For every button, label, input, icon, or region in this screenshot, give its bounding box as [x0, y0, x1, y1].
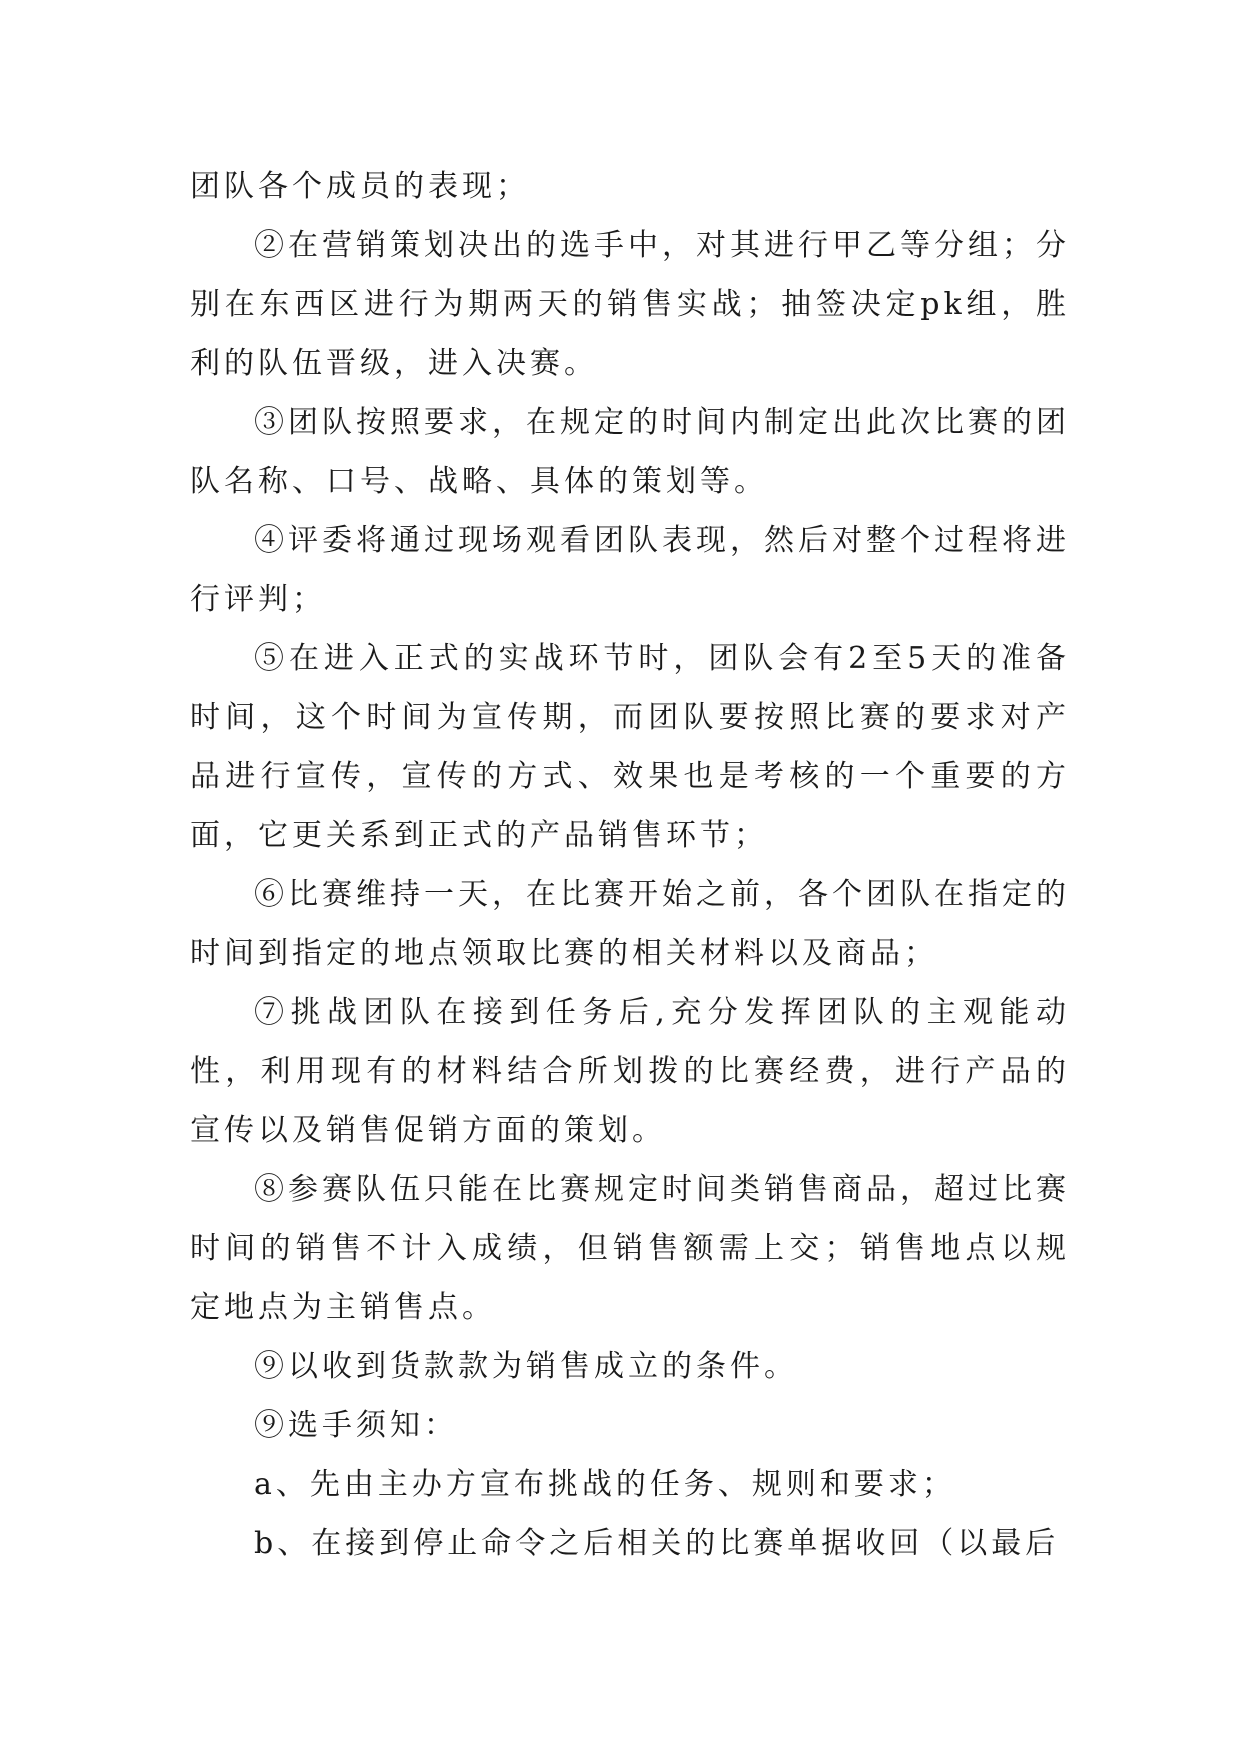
document-body — [190, 157, 1070, 1573]
paragraph-contestant-notice: ⑨选手须知： — [254, 1408, 458, 1443]
paragraph-item-7: ⑦挑战团队在接到任务后,充分发挥团队的主观能动性，利用现有的材料结合所划拨的比赛经费，进行产品的宣传以及销售促销方面的策划。 — [190, 995, 1070, 1148]
paragraph-item-4: ④评委将通过现场观看团队表现，然后对整个过程将进行评判； — [190, 523, 1070, 617]
paragraph-notice-a: a、先由主办方宣布挑战的任务、规则和要求； — [254, 1467, 956, 1502]
paragraph-continuation: 团队各个成员的表现； — [190, 169, 530, 204]
paragraph-item-3: ③团队按照要求，在规定的时间内制定出此次比赛的团队名称、口号、战略、具体的策划等。 — [190, 405, 1070, 499]
paragraph-notice-b: b、在接到停止命令之后相关的比赛单据收回（以最后 — [254, 1526, 1060, 1561]
paragraph-item-8: ⑧参赛队伍只能在比赛规定时间类销售商品，超过比赛时间的销售不计入成绩，但销售额需上交；销售地点以规定地点为主销售点。 — [190, 1172, 1070, 1325]
paragraph-item-9: ⑨以收到货款款为销售成立的条件。 — [254, 1349, 798, 1384]
paragraph-item-2: ②在营销策划决出的选手中，对其进行甲乙等分组；分别在东西区进行为期两天的销售实战；抽签决定pk组，胜利的队伍晋级，进入决赛。 — [190, 228, 1070, 381]
paragraph-item-5: ⑤在进入正式的实战环节时，团队会有2至5天的准备时间，这个时间为宣传期，而团队要按照比赛的要求对产品进行宣传，宣传的方式、效果也是考核的一个重要的方面，它更关系到正式的产品销售环节； — [190, 641, 1070, 853]
paragraph-item-6: ⑥比赛维持一天，在比赛开始之前，各个团队在指定的时间到指定的地点领取比赛的相关材料以及商品； — [190, 877, 1070, 971]
